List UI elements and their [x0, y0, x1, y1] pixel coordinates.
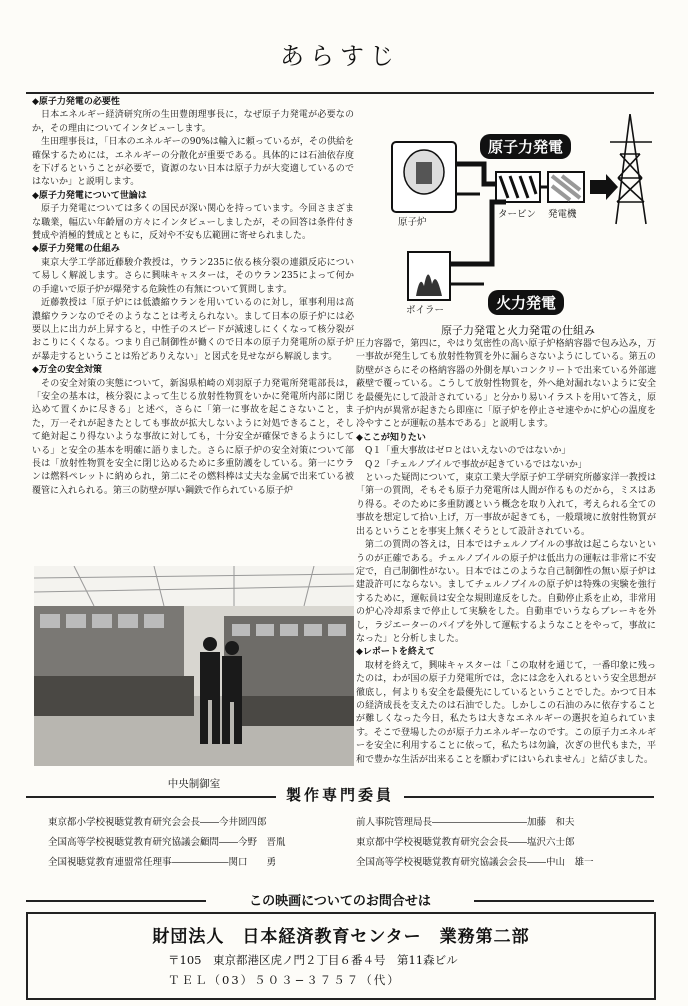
question: Q１「重大事故はゼロとはいえないのではないか」	[365, 446, 571, 457]
section-heading: ◆レポートを終えて	[356, 647, 435, 658]
diagram-caption: 原子力発電と火力発電の仕組み	[441, 324, 595, 337]
section-heading: ◆ここが知りたい	[356, 432, 426, 443]
reactor-label: 原子炉	[398, 217, 427, 228]
title-rule	[26, 92, 654, 94]
paragraph: 日本エネルギー経済研究所の生田豊朗理事長に，なぜ原子力発電が必要なのか，その理由についてインタビューします。	[32, 110, 354, 134]
question: Q２「チェルノブイルで事故が起きているではないか」	[365, 459, 587, 470]
paragraph: 原子力発電については多くの国民が深い関心を持っています。今回さまざまな職業，幅広い年齢層の方々にインタビューしましたが，その回答は条件付き賛成や消極的賛成とともに，反対や不安も広範囲に寄せられました。	[32, 204, 354, 242]
paragraph: といった疑問について，東京工業大学原子炉工学研究所藤家洋一教授は「第一の質問，そもそも原子力発電所は人間が作るものだから，ミスはあり得る。そのために多重防護という概念を取り入れて，考えられる全ての事故を想定して拾い上げ，万一事故が起きても，一般環境に放射性物質が出るということを事実上無くそうとして設計されている。	[356, 473, 656, 537]
turbine-label: タービン	[498, 209, 537, 220]
committee-member: 東京都中学校視聴覚教育研究会会長――塩沢六士郎	[356, 837, 575, 848]
paragraph: 近藤教授は「原子炉には低濃縮ウランを用いているのに対し，軍事利用は高濃縮ウランなのでそのようなことは考えられない。まして日本の原子炉には必要以上に出力が上昇すると，中性子のスピードが減速しにくくなって核分裂がおこりにくくなる。つまり自己制御性が働くので日本の原子力発電所の原子炉が暴走するということは殆どありえない」と図式を見せながら解説します。	[32, 298, 354, 362]
section-heading: ◆原子力発電の必要性	[32, 97, 120, 107]
section-heading: ◆原子力発電の仕組み	[32, 244, 120, 255]
address: 〒105 東京都港区虎ノ門２丁目６番４号 第11森ビル	[168, 953, 458, 967]
paragraph: 取材を終えて，興味キャスターは「この取材を通じて，一番印象に残ったのは，わが国の原子力発電所では，念には念を入れるという安全思想が徹底し，何よりも安全を最優先にしているということでした。かつて日本の経済成長を支えたのは石油でした。しかしこの石油のみに依存することが難しくなった今日，私たちは大きなエネルギーの選択を迫られています。そこで登場したのが原子力エネルギーなのです。この原子力エネルギーを安全に利用することに依って，私たちは勿論，次ぎの世代もまた，平和で豊かな生活が出来ることを願わずにはいられません」と結びました。	[356, 660, 656, 765]
contact-heading: この映画についてのお問合せは	[249, 894, 431, 909]
organization-name: 財団法人 日本経済教育センター 業務第二部	[152, 927, 530, 947]
committee-title: 製作専門委員	[285, 786, 394, 804]
nuclear-power-badge: 原子力発電	[480, 134, 571, 159]
power-generation-diagram	[384, 114, 652, 336]
paragraph: 圧力容器で，第四に，やはり気密性の高い原子炉格納容器で包み込み，万一事故が発生しても放射性物質を外に漏らさないようにしている。第五の防壁がさらにその格納容器の外側を厚いコンクリートで出来ている外部遮蔽壁で覆っている。こうして放射性物質を，外へ絶対漏れないように安全を最優先にして設計されている」と分かり易いイラストを用いて答え，原子炉内が異常が起きたら即座に「原子炉を停止させ速やかに炉心の温度を冷やすことが運転の基本である」と説明します。	[356, 339, 656, 430]
section-heading: ◆万全の安全対策	[32, 365, 102, 376]
committee-member: 全国視聴覚教育連盟常任理事――――――関口 勇	[48, 857, 277, 868]
photo-caption: 中央制御室	[167, 778, 221, 790]
section-heading: ◆原子力発電について世論は	[32, 190, 147, 201]
control-room-photo	[34, 566, 354, 766]
page	[26, 24, 654, 986]
committee-member: 前人事院管理局長――――――――――加藤 和夫	[356, 817, 575, 828]
divider	[474, 900, 654, 902]
thermal-power-badge: 火力発電	[488, 290, 564, 315]
telephone: ＴＥＬ（03）５０３−３７５７（代）	[168, 973, 401, 987]
page-title: あらすじ	[280, 42, 400, 70]
generator-label: 発電機	[548, 209, 577, 220]
committee-member: 全国高等学校視聴覚教育研究協議会会長――中山 雄一	[356, 857, 594, 868]
boiler-label: ボイラー	[406, 305, 445, 316]
divider	[404, 796, 654, 798]
left-column	[32, 96, 354, 498]
paragraph: その安全対策の実態について，新潟県柏崎の刈羽原子力発電所発電部長は，「安全の基本は，核分裂によって生じる放射性物質をいかに発電所内部に閉じ込めて置くかに尽きる」と述べ，さらに「第一に事故を起こさないこと，また，万一それが起きたとしても事故が拡大しないように対処できること，そして絶対起こり得ないような事故に対しても，十分安全が確保できるようにしている」と安全の基本を明確に語りました。さらに原子炉の安全対策について部長は「放射性物質を安全に閉じ込めるために多重防護をしている。第一にウランは燃料ペレットに納められ，第二にその燃料棒は丈夫な金属で出来ている被覆管に入れられる。第三の防壁が厚い鋼鉄で作られている原子炉	[32, 378, 354, 496]
committee-member: 全国高等学校視聴覚教育研究協議会顧問――今野 晋胤	[48, 837, 286, 848]
contact-box	[26, 912, 656, 1000]
committee-member: 東京都小学校視聴覚教育研究会会長――今井圀四郎	[48, 817, 267, 828]
photo-illustration	[34, 566, 354, 766]
paragraph: 第二の質問の答えは，日本ではチェルノブイルの事故は起こらないというのが正確である。チェルノブイルの原子炉は低出力の運転は非常に不安定で，自己制御性がない。日本ではこのような自己制御性の無い原子炉は建設許可にならない。ましてチェルノブイルの原子炉は特殊の実験を強行するために，運転員は安全な規則違反をした。自動停止系を止め，非常用の炉心冷却系まで停止して実験をした。自動車でいうならブレーキを外し，ラジエーターのパイプを外して運転するようなことをやって，事故になった」と分析しました。	[356, 540, 656, 644]
paragraph: 生田理事長は，「日本のエネルギーの90%は輸入に頼っているが，その供給を確保するためには，エネルギーの分散化が重要である。具体的には石油依存度を下げるということが必要で，資源のない日本は原子力が大変適しているのではないか」と説明します。	[32, 137, 354, 188]
right-column	[356, 338, 656, 767]
paragraph: 東京大学工学部近藤駿介教授は，ウラン235に依る核分裂の連鎖反応について易しく解説します。さらに興味キャスターは，そのウラン235によって何かの手違いで原子炉が爆発する危険性の有無について質問します。	[32, 257, 354, 295]
